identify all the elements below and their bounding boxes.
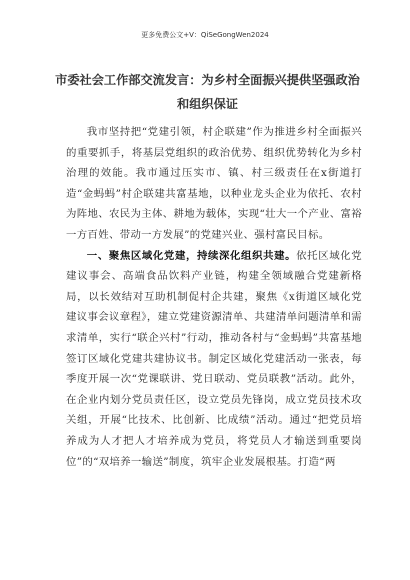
paragraph-text: 我市坚持把“党建引领，村企联建”作为推进乡村全面振兴的重要抓手，将基层党组织的政治优势、组织优势转化为乡村治理的效能。我市通过压实市、镇、村三级责任在x街道打造“金蚂蚂”村企联建共富基地，以种业龙头企业为依托、农村为阵地、农民为主体、耕地为载体，实现“壮大一个产业、富裕一方百姓、带动一方发展”的党建兴业、强村富民目标。 bbox=[66, 126, 362, 241]
header-note: 更多免费公文+V：QiSeGongWen2024 bbox=[141, 31, 269, 39]
section-heading: 一、聚焦区域化党建，持续深化组织共建。 bbox=[86, 249, 297, 262]
paragraph-text: 依托区域化党建议事会、高端食品饮料产业链，构建全领域融合党建新格局，以长效结对互助机制促村企共建，聚焦《x街道区域化党建议事会议章程》，建立党建资源清单、共建清单问题清单和需求清单，实行“联企兴村”行动，推动各村与“金蚂蚂”共富基地签订区域化党建共建协议书。制定区域化党建活动一张表，每季度开展一次“党课联讲、党日联动、党员联教”活动。此外，在企业内划分党员责任区，设立党员先锋岗，成立党员技术攻关组，开展“比技术、比创新、比成绩”活动。通过“把党员培养成为人才把人才培养成为党员，将党员人才输送到重要岗位”的“双培养一输送”制度，筑牢企业发展根基。打造“两 bbox=[66, 249, 362, 468]
document-title: 市委社会工作部交流发言：为乡村全面振兴提供坚强政治和组织保证 bbox=[55, 73, 360, 111]
paragraph-section-1 bbox=[66, 246, 362, 473]
document-body bbox=[66, 122, 362, 472]
paragraph-intro bbox=[66, 122, 362, 246]
